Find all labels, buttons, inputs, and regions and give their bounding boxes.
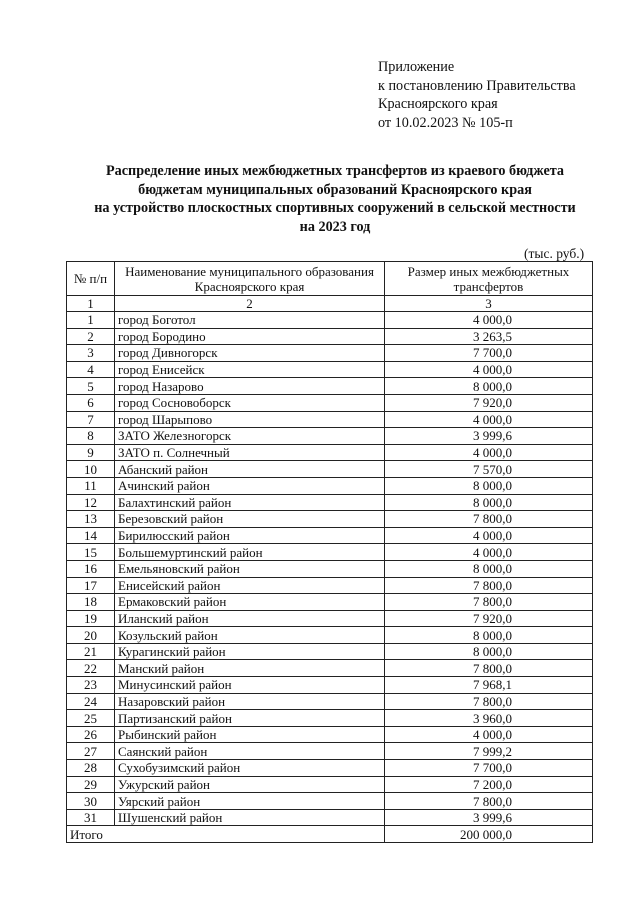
- row-amount: 3 960,0: [385, 710, 593, 727]
- row-name: Назаровский район: [115, 693, 385, 710]
- table-row: [67, 560, 593, 577]
- row-amount: 7 968,1: [385, 677, 593, 694]
- table-row: [67, 444, 593, 461]
- table-row: [67, 643, 593, 660]
- row-number: 12: [67, 494, 115, 511]
- row-name: Уярский район: [115, 793, 385, 810]
- row-amount: 7 570,0: [385, 461, 593, 478]
- row-number: 24: [67, 693, 115, 710]
- table-row: [67, 312, 593, 329]
- row-amount: 7 800,0: [385, 577, 593, 594]
- row-amount: 3 999,6: [385, 428, 593, 445]
- row-number: 31: [67, 809, 115, 826]
- row-name: Манский район: [115, 660, 385, 677]
- row-amount: 7 920,0: [385, 610, 593, 627]
- row-number: 25: [67, 710, 115, 727]
- row-number: 4: [67, 361, 115, 378]
- row-number: 7: [67, 411, 115, 428]
- row-name: Саянский район: [115, 743, 385, 760]
- row-name: город Шарыпово: [115, 411, 385, 428]
- row-name: Абанский район: [115, 461, 385, 478]
- row-amount: 4 000,0: [385, 527, 593, 544]
- row-number: 23: [67, 677, 115, 694]
- row-number: 21: [67, 643, 115, 660]
- row-amount: 8 000,0: [385, 494, 593, 511]
- title-line: Распределение иных межбюджетных трансфертов из краевого бюджета: [105, 163, 564, 179]
- row-name: город Дивногорск: [115, 345, 385, 362]
- table-row: [67, 345, 593, 362]
- table-row: [67, 461, 593, 478]
- row-amount: 8 000,0: [385, 378, 593, 395]
- row-number: 10: [67, 461, 115, 478]
- header-num: № п/п: [67, 262, 115, 296]
- header-row: [67, 262, 593, 296]
- table-row: [67, 527, 593, 544]
- row-amount: 3 263,5: [385, 328, 593, 345]
- appendix-line: от 10.02.2023 № 105-п: [378, 114, 513, 131]
- row-number: 9: [67, 444, 115, 461]
- column-number: 2: [115, 296, 385, 312]
- row-amount: 4 000,0: [385, 312, 593, 329]
- row-number: 30: [67, 793, 115, 810]
- table-row: [67, 760, 593, 777]
- column-number-row: [67, 296, 593, 312]
- row-amount: 7 800,0: [385, 594, 593, 611]
- table-row: [67, 511, 593, 528]
- row-name: город Боготол: [115, 312, 385, 329]
- row-amount: 4 000,0: [385, 444, 593, 461]
- table-row: [67, 776, 593, 793]
- table-row: [67, 726, 593, 743]
- row-amount: 7 800,0: [385, 660, 593, 677]
- row-number: 19: [67, 610, 115, 627]
- appendix-line: к постановлению Правительства: [378, 77, 576, 94]
- table-row: [67, 428, 593, 445]
- row-number: 17: [67, 577, 115, 594]
- row-name: город Енисейск: [115, 361, 385, 378]
- row-name: Минусинский район: [115, 677, 385, 694]
- row-name: Шушенский район: [115, 809, 385, 826]
- title-line: бюджетам муниципальных образований Красноярского края: [138, 181, 532, 198]
- row-number: 13: [67, 511, 115, 528]
- row-name: Ужурский район: [115, 776, 385, 793]
- row-name: Енисейский район: [115, 577, 385, 594]
- row-number: 6: [67, 394, 115, 411]
- row-name: город Назарово: [115, 378, 385, 395]
- table-row: [67, 361, 593, 378]
- row-number: 14: [67, 527, 115, 544]
- row-number: 15: [67, 544, 115, 561]
- row-number: 16: [67, 560, 115, 577]
- table-row: [67, 594, 593, 611]
- row-amount: 4 000,0: [385, 361, 593, 378]
- table-row: [67, 627, 593, 644]
- row-name: Иланский район: [115, 610, 385, 627]
- row-amount: 7 800,0: [385, 793, 593, 810]
- transfers-table: [66, 261, 593, 843]
- row-amount: 7 700,0: [385, 345, 593, 362]
- row-amount: 7 800,0: [385, 693, 593, 710]
- table-row: [67, 378, 593, 395]
- row-amount: 4 000,0: [385, 726, 593, 743]
- table-row: [67, 477, 593, 494]
- row-number: 1: [67, 312, 115, 329]
- total-label: Итого: [67, 826, 385, 843]
- row-name: ЗАТО Железногорск: [115, 428, 385, 445]
- row-name: Ермаковский район: [115, 594, 385, 611]
- row-name: город Сосновоборск: [115, 394, 385, 411]
- table-row: [67, 710, 593, 727]
- document-title: [40, 162, 630, 236]
- table-row: [67, 494, 593, 511]
- row-name: Сухобузимский район: [115, 760, 385, 777]
- table-row: [67, 793, 593, 810]
- row-number: 27: [67, 743, 115, 760]
- row-number: 29: [67, 776, 115, 793]
- row-name: Балахтинский район: [115, 494, 385, 511]
- appendix-line: Приложение: [378, 59, 455, 75]
- column-number: 1: [67, 296, 115, 312]
- row-name: Ачинский район: [115, 477, 385, 494]
- row-name: Рыбинский район: [115, 726, 385, 743]
- row-name: Березовский район: [115, 511, 385, 528]
- row-name: ЗАТО п. Солнечный: [115, 444, 385, 461]
- table-row: [67, 610, 593, 627]
- row-amount: 7 999,2: [385, 743, 593, 760]
- row-name: Бирилюсский район: [115, 527, 385, 544]
- appendix-block: [378, 58, 576, 132]
- total-row: [67, 826, 593, 843]
- table-row: [67, 544, 593, 561]
- row-number: 28: [67, 760, 115, 777]
- row-amount: 4 000,0: [385, 544, 593, 561]
- row-amount: 8 000,0: [385, 643, 593, 660]
- row-number: 22: [67, 660, 115, 677]
- row-amount: 3 999,6: [385, 809, 593, 826]
- row-number: 2: [67, 328, 115, 345]
- row-amount: 7 800,0: [385, 511, 593, 528]
- row-name: Козульский район: [115, 627, 385, 644]
- row-amount: 7 200,0: [385, 776, 593, 793]
- row-amount: 4 000,0: [385, 411, 593, 428]
- table-row: [67, 328, 593, 345]
- row-amount: 7 920,0: [385, 394, 593, 411]
- table-row: [67, 809, 593, 826]
- row-number: 8: [67, 428, 115, 445]
- table-row: [67, 693, 593, 710]
- table-row: [67, 577, 593, 594]
- appendix-line: Красноярского края: [378, 96, 498, 112]
- header-amount: Размер иных межбюджетных трансфертов: [385, 262, 593, 296]
- table-row: [67, 743, 593, 760]
- table-row: [67, 394, 593, 411]
- row-number: 18: [67, 594, 115, 611]
- row-name: Большемуртинский район: [115, 544, 385, 561]
- table-row: [67, 411, 593, 428]
- row-name: Партизанский район: [115, 710, 385, 727]
- header-name: Наименование муниципального образования Красноярского края: [115, 262, 385, 296]
- row-amount: 8 000,0: [385, 627, 593, 644]
- row-amount: 8 000,0: [385, 560, 593, 577]
- table-body: [67, 312, 593, 826]
- row-number: 20: [67, 627, 115, 644]
- row-number: 11: [67, 477, 115, 494]
- title-line: на 2023 год: [299, 218, 371, 235]
- table-row: [67, 677, 593, 694]
- table-row: [67, 660, 593, 677]
- row-amount: 8 000,0: [385, 477, 593, 494]
- total-amount: 200 000,0: [385, 826, 593, 843]
- row-number: 5: [67, 378, 115, 395]
- row-number: 26: [67, 726, 115, 743]
- row-amount: 7 700,0: [385, 760, 593, 777]
- title-line: на устройство плоскостных спортивных сооружений в сельской местности: [94, 200, 576, 216]
- row-name: Курагинский район: [115, 643, 385, 660]
- column-number: 3: [385, 296, 593, 312]
- row-number: 3: [67, 345, 115, 362]
- units-label: (тыс. руб.): [524, 246, 585, 261]
- row-name: Емельяновский район: [115, 560, 385, 577]
- row-name: город Бородино: [115, 328, 385, 345]
